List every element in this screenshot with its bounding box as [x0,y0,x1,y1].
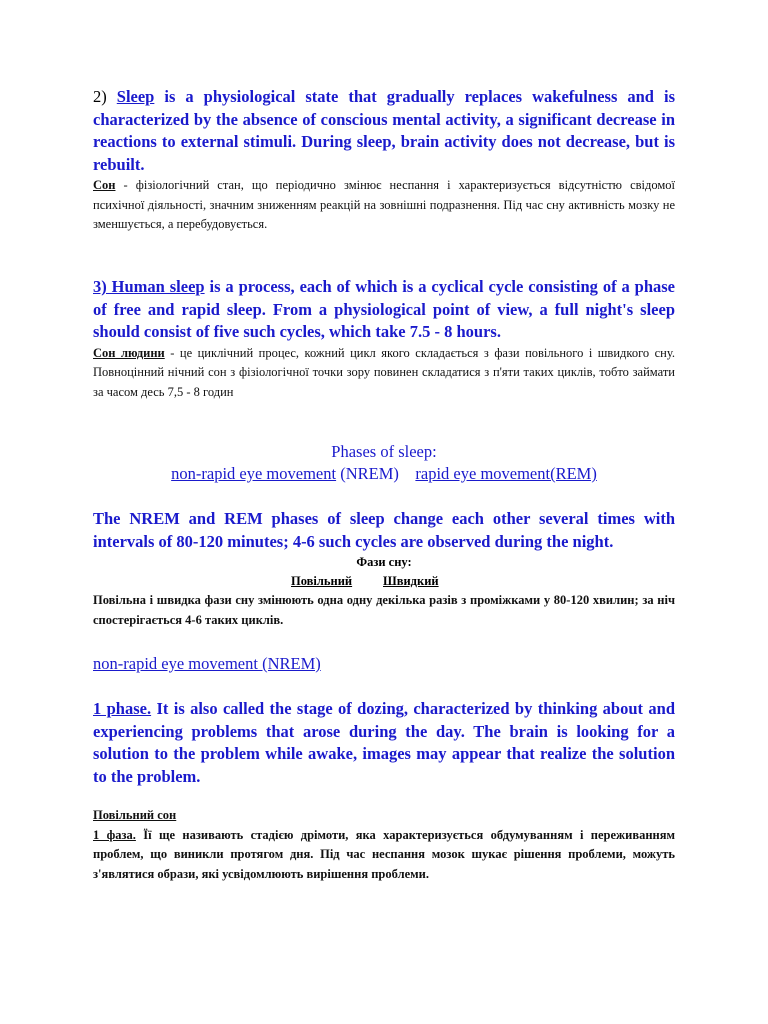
human-sleep-term-ua: Сон людини [93,345,165,360]
nrem-heading-ua-text: Повільний сон [93,808,177,822]
sleep-definition-ua [93,176,675,235]
nrem-heading-link[interactable]: non-rapid eye movement (NREM) [93,654,321,673]
phase1-term-ua: 1 фаза. [93,827,136,842]
sleep-term-link[interactable]: Sleep [116,87,155,106]
nrem-abbr: (NREM) [336,464,399,483]
nrem-heading-ua [93,806,675,826]
section-number: 2) [93,87,107,106]
sleep-definition-text: is a physiological state that gradually replaces wakefulness and is characterized by the absence of conscious mental activity, a significant decrease in reactions to external stimuli. During sleep, brain activity does not decrease, but is rebuilt. [93,87,675,174]
phase1-text: It is also called the stage of dozing, characterized by thinking about and experiencing problems that arose during the day. The brain is looking for a solution to the problem while awake, images may appear that realize the solution to the problem. [93,699,675,786]
human-sleep-en [93,276,675,344]
phase1-en [93,698,675,788]
section-phase1 [93,698,675,788]
nrem-link[interactable]: non-rapid eye movement [171,464,337,483]
slow-phase-ua: Повільний [291,574,353,588]
phase1-term-link[interactable]: 1 phase. [93,699,152,718]
phases-title-ua: Фази сну: [356,555,412,569]
section-phases [93,441,675,485]
phases-title: Phases of sleep: [331,442,437,461]
phases-ua-line [93,572,675,591]
phase1-ua-text: Її ще називають стадією дрімоти, яка характеризується обдумуванням і переживанням проблем, що виникли протягом дня. Під час неспання мозок шукає рішення проблеми, можуть з'являтися образи, які усвідомлюють вирішення проблеми. [93,827,675,881]
section-sleep-definition [93,86,675,235]
sleep-definition-en [93,86,675,176]
human-sleep-term-link[interactable]: 3) Human sleep [93,277,205,296]
phase-change-en: The NREM and REM phases of sleep change each other several times with intervals of 80-120 minutes; 4-6 such cycles are observed during the night. [93,509,675,551]
phase1-ua [93,826,675,885]
rem-link[interactable]: rapid eye movement(REM) [415,464,597,483]
section-phase1-ua [93,806,675,884]
sleep-term-ua: Сон [93,178,116,192]
section-human-sleep [93,276,675,402]
human-sleep-ua [93,344,675,403]
phase-change-ua: Повільна і швидка фази сну змінюють одна одну декілька разів з проміжками у 80-120 хвилин; за ніч спостерігається 4-6 таких циклів. [93,593,675,627]
human-sleep-text: is a process, each of which is a cyclical cycle consisting of a phase of free and rapid sleep. From a physiological point of view, a full night's sleep should consist of five such cycles, which take 7.5 - 8 hours. [93,277,676,341]
section-phase-change [93,508,675,630]
section-nrem-heading [93,653,675,675]
human-sleep-ua-text: - це циклічний процес, кожний цикл якого складається з фази повільного і швидкого сну. Повноцінний нічний сон з фізіологічної точки зору повинен складатися з п'яти таких циклів, тобто займати за часом десь 7,5 - 8 годин [93,345,675,399]
phases-line [93,463,675,485]
fast-phase-ua: Швидкий [383,574,439,588]
sleep-definition-ua-text: - фізіологічний стан, що періодично змінює неспання і характеризується відсутністю свідомої психічної діяльності, значним зниженням реакцій на зовнішні подразнення. Під час сну активність мозку не зменшується, а перебудовується. [93,178,675,231]
